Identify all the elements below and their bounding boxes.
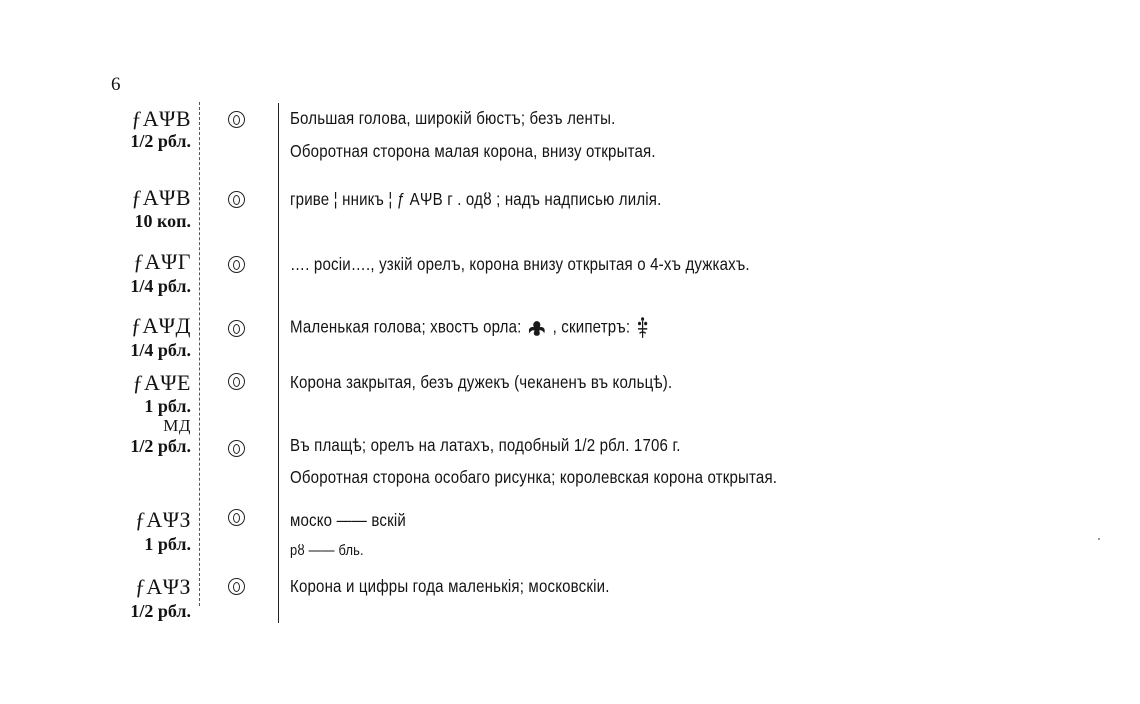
rarity-mark-icon [228,256,245,273]
rarity-mark-icon [228,578,245,595]
entry-description-line: Корона и цифры года маленькія; московскіи. [290,576,610,596]
entry-description-line [290,316,650,340]
rarity-mark-icon [228,509,245,526]
entry-denomination: 1/2 рбл. [130,436,191,456]
description-text: Маленькая голова; хвостъ орла: [290,316,522,337]
paper-speck [1098,538,1100,540]
entry-year: ƒАΨД [130,313,191,338]
entry-year: ƒАΨЗ [134,507,191,532]
entry-description-line: Большая голова, широкій бюстъ; безъ ленты. [290,108,616,128]
entry-denomination: 1 рбл. [144,396,191,416]
entry-description-line: рȣ —— бль. [290,542,364,559]
entry-description-line: …. росіи…., узкій орелъ, корона внизу открытая о 4-хъ дужкахъ. [290,254,750,274]
rarity-mark-icon [228,440,245,457]
entry-description-line: моско —— вскій [290,510,406,530]
entry-year: ƒАΨЕ [132,370,191,395]
entry-denomination: 1/2 рбл. [130,601,191,621]
left-column-rule [199,102,200,606]
entry-year: ƒАΨВ [131,185,191,210]
right-column-rule [278,103,279,623]
entry-denomination: 1/4 рбл. [130,340,191,360]
entry-description-line: гриве ¦ нникъ ¦ ƒ АΨВ г . одȣ ; надъ надписью лилія. [290,189,662,209]
entry-denomination: 1 рбл. [144,534,191,554]
entry-year: ƒАΨГ [133,249,191,274]
rarity-mark-icon [228,373,245,390]
entry-year: ƒАΨЗ [134,574,191,599]
page-number: 6 [111,74,121,95]
entry-year: ƒАΨВ [131,106,191,131]
sceptre-ornament-icon [635,316,650,340]
rarity-mark-icon [228,111,245,128]
entry-description-line: Корона закрытая, безъ дужекъ (чеканенъ въ кольцѣ). [290,372,673,392]
rarity-mark-icon [228,191,245,208]
entry-denomination: 10 коп. [134,211,191,231]
entry-description-line: Оборотная сторона малая корона, внизу открытая. [290,141,656,161]
entry-description-line: Въ плащѣ; орелъ на латахъ, подобный 1/2 рбл. 1706 г. [290,435,681,455]
description-text: , скипетръ: [552,316,631,337]
entry-year: МД [163,416,191,435]
rarity-mark-icon [228,320,245,337]
entry-description-line: Оборотная сторона особаго рисунка; королевская корона открытая. [290,467,778,487]
entry-denomination: 1/4 рбл. [130,276,191,296]
entry-denomination: 1/2 рбл. [130,131,191,151]
eagle-tail-ornament-icon [526,318,548,338]
